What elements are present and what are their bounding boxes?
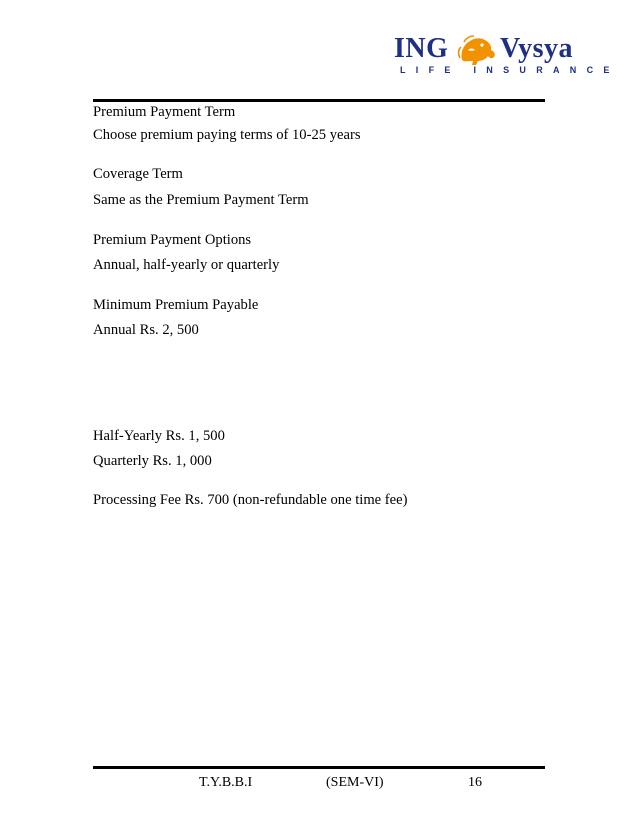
section-heading-premium-payment-options: Premium Payment Options: [93, 232, 252, 248]
section-text-annual-premium: Annual Rs. 2, 500: [93, 322, 199, 338]
section-text-premium-payment-term: Choose premium paying terms of 10-25 years: [93, 127, 361, 143]
section-text-coverage-term: Same as the Premium Payment Term: [93, 192, 309, 208]
header-rule: [93, 99, 545, 102]
logo-brand-left: ING: [394, 33, 449, 64]
logo-brand-right: Vysya: [500, 33, 574, 64]
section-text-premium-payment-options: Annual, half-yearly or quarterly: [93, 257, 280, 273]
company-logo: [372, 30, 620, 80]
footer-semester: (SEM-VI): [326, 775, 384, 790]
footer-page-number: 16: [468, 775, 482, 790]
footer-course: T.Y.B.B.I: [199, 775, 253, 790]
section-heading-coverage-term: Coverage Term: [93, 166, 183, 182]
lion-icon: [456, 32, 498, 66]
logo-tagline: LIFE INSURANCE: [400, 65, 620, 75]
footer-rule: [93, 766, 545, 769]
half-yearly-premium: Half-Yearly Rs. 1, 500: [93, 428, 225, 444]
section-heading-minimum-premium: Minimum Premium Payable: [93, 297, 259, 313]
processing-fee: Processing Fee Rs. 700 (non-refundable one time fee): [93, 492, 408, 508]
section-heading-premium-payment-term: Premium Payment Term: [93, 104, 236, 120]
quarterly-premium: Quarterly Rs. 1, 000: [93, 453, 212, 469]
